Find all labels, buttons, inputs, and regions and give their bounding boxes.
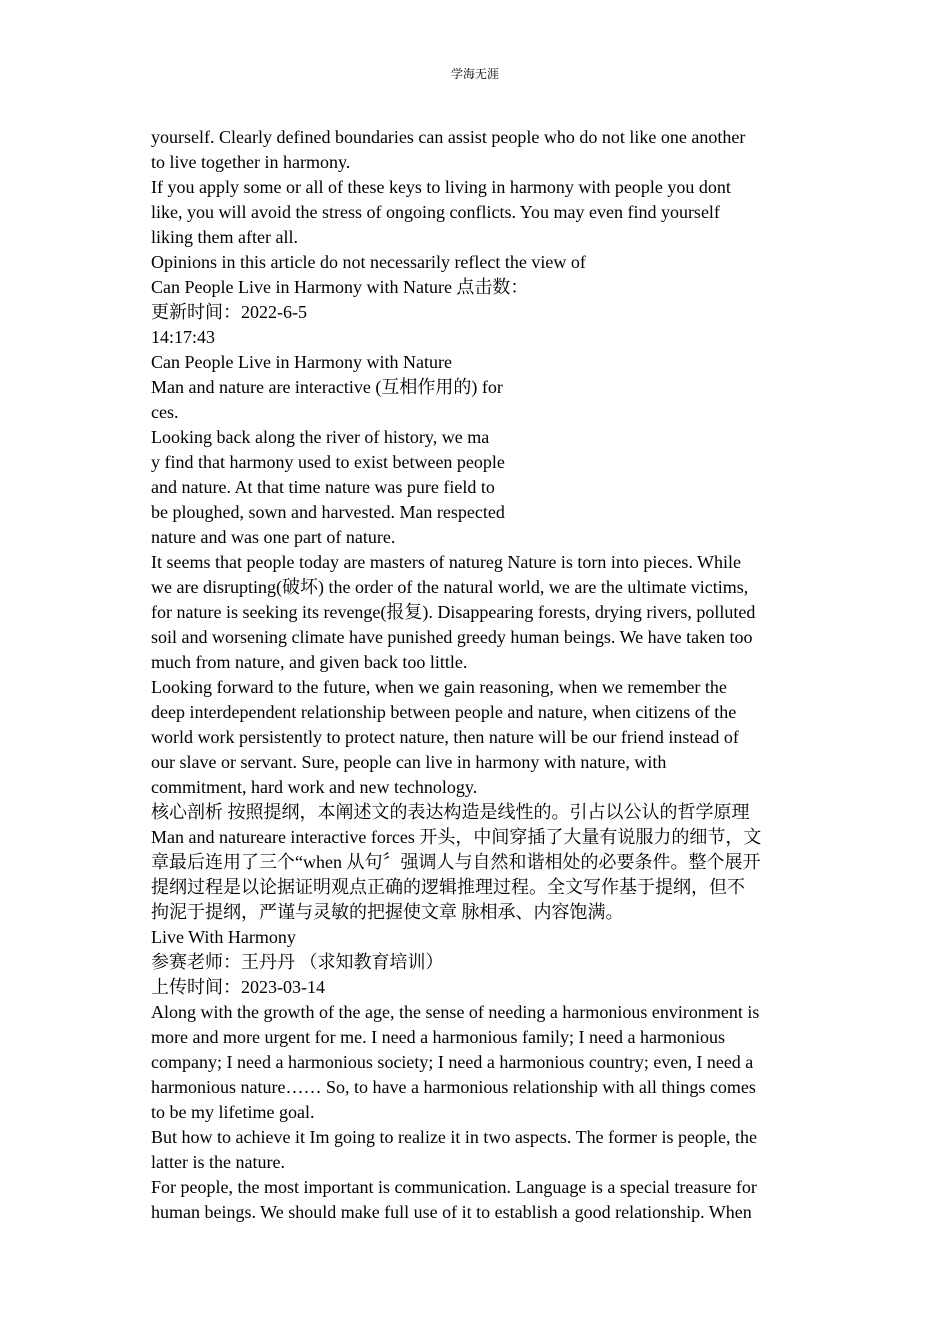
text-line: Along with the growth of the age, the sense of needing a harmonious environment is [151, 1002, 760, 1022]
text-line: for nature is seeking its revenge(报复). Disappearing forests, drying rivers, polluted [151, 602, 756, 622]
text-line: like, you will avoid the stress of ongoing conflicts. You may even find yourself [151, 202, 720, 222]
text-line: human beings. We should make full use of it to establish a good relationship. When [151, 1202, 752, 1222]
upload-time: 上传时间：2023-03-14 [151, 977, 325, 997]
text-line: world work persistently to protect nature, then nature will be our friend instead of [151, 727, 739, 747]
analysis-line: 章最后连用了三个“when 从句〞强调人与自然和谐相处的必要条件。整个展开 [151, 852, 761, 872]
text-line: and nature. At that time nature was pure field to [151, 477, 495, 497]
text-line: soil and worsening climate have punished greedy human beings. We have taken too [151, 627, 753, 647]
text-line: more and more urgent for me. I need a harmonious family; I need a harmonious [151, 1027, 725, 1047]
essay-title: Live With Harmony [151, 927, 296, 947]
text-line: much from nature, and given back too little. [151, 652, 468, 672]
text-line: Looking back along the river of history, we ma [151, 427, 490, 447]
text-line: yourself. Clearly defined boundaries can assist people who do not like one another [151, 127, 746, 147]
text-line: deep interdependent relationship between people and nature, when citizens of the [151, 702, 737, 722]
analysis-line: 拘泥于提纲，严谨与灵敏的把握使文章 脉相承、内容饱满。 [151, 902, 624, 922]
text-line: If you apply some or all of these keys to living in harmony with people you dont [151, 177, 731, 197]
text-line: But how to achieve it Im going to realize it in two aspects. The former is people, the [151, 1127, 758, 1147]
text-line: Looking forward to the future, when we gain reasoning, when we remember the [151, 677, 727, 697]
article-heading: Can People Live in Harmony with Nature [151, 352, 452, 372]
analysis-line: 核心剖析 按照提纲，本阐述文的表达构造是线性的。引占以公认的哲学原理 [151, 802, 750, 822]
text-line: For people, the most important is communication. Language is a special treasure for [151, 1177, 757, 1197]
text-line: Opinions in this article do not necessarily reflect the view of [151, 252, 586, 272]
analysis-line: 提纲过程是以论据证明观点正确的逻辑推理过程。全文写作基于提纲，但不 [151, 877, 745, 897]
text-line: Man and nature are interactive (互相作用的) for [151, 377, 503, 397]
update-time-label: 更新时间：2022-6-5 [151, 302, 307, 322]
page-header: 学海无涯 [450, 67, 499, 81]
text-line: commitment, hard work and new technology. [151, 777, 478, 797]
text-line: It seems that people today are masters of natureg Nature is torn into pieces. While [151, 552, 741, 572]
text-line: ces. [151, 402, 179, 422]
text-line: be ploughed, sown and harvested. Man respected [151, 502, 505, 522]
teacher-info: 参赛老师：王丹丹 （求知教育培训） [151, 952, 444, 972]
text-line: liking them after all. [151, 227, 298, 247]
update-time-value: 14:17:43 [151, 327, 216, 347]
text-line: latter is the nature. [151, 1152, 285, 1172]
text-line: our slave or servant. Sure, people can live in harmony with nature, with [151, 752, 667, 772]
text-line: to live together in harmony. [151, 152, 351, 172]
document-body [151, 125, 801, 1225]
text-line: company; I need a harmonious society; I need a harmonious country; even, I need a [151, 1052, 754, 1072]
article-title-line: Can People Live in Harmony with Nature 点击数： [151, 277, 529, 297]
text-line: nature and was one part of nature. [151, 527, 396, 547]
text-line: harmonious nature…… So, to have a harmonious relationship with all things comes [151, 1077, 756, 1097]
text-line: to be my lifetime goal. [151, 1102, 315, 1122]
text-line: y find that harmony used to exist between people [151, 452, 505, 472]
text-line: we are disrupting(破坏) the order of the natural world, we are the ultimate victims, [151, 577, 749, 597]
analysis-line: Man and natureare interactive forces 开头，中间穿插了大量有说服力的细节，文 [151, 827, 762, 847]
